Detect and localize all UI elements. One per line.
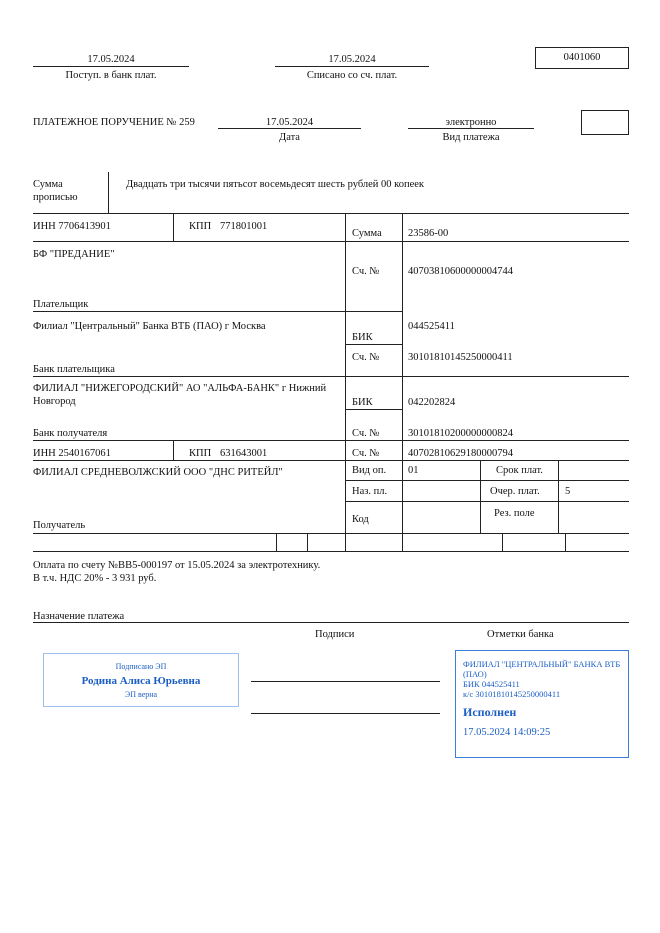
tax-divider-1: [276, 533, 277, 551]
ocher-label: Очер. плат.: [490, 486, 540, 497]
sum-label: Сумма: [352, 228, 382, 239]
payer-bik-label: БИК: [352, 332, 373, 343]
bank-stamp-bik: БИК 044525411: [463, 679, 520, 689]
ocher-value: 5: [565, 486, 571, 497]
vid-op-label: Вид оп.: [352, 465, 387, 476]
debited-date-line: [275, 66, 429, 67]
grid-line-payee-bank: [33, 440, 629, 441]
grid-line-h1: [33, 213, 629, 214]
payee-inn: ИНН 2540167061: [33, 448, 111, 459]
bank-stamp-ks: к/с 30101810145250000411: [463, 689, 561, 699]
amount-words-value: Двадцать три тысячи пятьсот восемьдесят шесть рублей 00 копеек: [126, 179, 425, 190]
debited-label: Списано со сч. плат.: [306, 70, 398, 81]
grid-line-sch-left: [345, 311, 402, 312]
grid-line-inn2: [173, 460, 629, 461]
payer-kpp-label: КПП: [189, 221, 212, 232]
payee-bik: 042202824: [408, 397, 456, 408]
vid-op-value: 01: [408, 465, 419, 476]
debited-date: 17.05.2024: [328, 54, 376, 65]
amount-words-label: Сумма прописью: [33, 179, 78, 203]
grid-line-tax: [33, 551, 629, 552]
form-code-box: [535, 47, 629, 69]
bank-stamp-bank: ФИЛИАЛ "ЦЕНТРАЛЬНЫЙ" БАНКА ВТБ (ПАО): [463, 659, 621, 679]
received-date: 17.05.2024: [87, 54, 135, 65]
grid-line-v-values: [402, 213, 403, 551]
order-title: ПЛАТЕЖНОЕ ПОРУЧЕНИЕ № 259: [33, 117, 195, 128]
purpose-label: Назначение платежа: [33, 611, 125, 622]
sum-value: 23586-00: [408, 228, 449, 239]
srok-label: Срок плат.: [496, 465, 543, 476]
payee-kpp: 631643001: [220, 448, 268, 459]
grid-line-bik2: [345, 409, 402, 410]
payment-type-line: [408, 128, 534, 129]
grid-line-nazpl: [345, 501, 629, 502]
payer-bank-label: Банк плательщика: [33, 364, 115, 375]
ep-stamp-status: ЭП верна: [124, 690, 158, 699]
grid-line-inn2-left: [33, 460, 173, 461]
payer-bank-account-label: Сч. №: [352, 352, 380, 363]
payee-account: 40702810629180000794: [408, 448, 513, 459]
payment-type: электронно: [445, 117, 497, 128]
amount-words-divider: [108, 172, 109, 213]
payee-bank-name: ФИЛИАЛ "НИЖЕГОРОДСКИЙ" АО "АЛЬФА-БАНК" г Нижний Новгород: [33, 383, 327, 407]
payee-kpp-label: КПП: [189, 448, 212, 459]
order-date-label: Дата: [279, 132, 300, 143]
payment-type-label: Вид платежа: [442, 132, 500, 143]
payer-label: Плательщик: [33, 299, 89, 310]
payer-account: 40703810600000004744: [408, 266, 513, 277]
payer-bik: 044525411: [408, 321, 455, 332]
grid-line-vidop: [345, 480, 629, 481]
grid-line-payer: [33, 311, 345, 312]
payer-name: БФ "ПРЕДАНИЕ": [33, 249, 115, 260]
grid-line-v-srok: [480, 460, 481, 533]
signature-line-2: [251, 713, 440, 714]
tax-divider-4: [502, 533, 503, 551]
grid-line-payer-bank: [33, 376, 629, 377]
payee-account-label: Сч. №: [352, 448, 380, 459]
naz-pl-label: Наз. пл.: [352, 486, 388, 497]
bank-stamp: [455, 650, 629, 758]
grid-line-sum: [345, 241, 629, 242]
tax-divider-5: [565, 533, 566, 551]
form-code: 0401060: [563, 52, 601, 63]
ep-stamp-top: Подписано ЭП: [115, 662, 167, 671]
payee-name: ФИЛИАЛ СРЕДНЕВОЛЖСКИЙ ООО "ДНС РИТЕЙЛ": [33, 467, 283, 478]
tax-divider-2: [307, 533, 308, 551]
received-date-line: [33, 66, 189, 67]
payee-bank-label: Банк получателя: [33, 428, 108, 439]
grid-line-payee: [33, 533, 629, 534]
purpose-line-1: Оплата по счету №ВВ5-000197 от 15.05.2024 за электротехнику.: [33, 560, 321, 571]
signature-line-1: [251, 681, 440, 682]
grid-line-v-kpp1: [173, 213, 174, 241]
tax-divider-3: [345, 533, 346, 551]
ep-stamp-name: Родина Алиса Юрьевна: [81, 675, 201, 687]
order-date: 17.05.2024: [265, 117, 314, 128]
payee-bank-account-label: Сч. №: [352, 428, 380, 439]
payer-kpp: 771801001: [220, 221, 268, 232]
grid-line-v-kpp2: [173, 440, 174, 460]
purpose-line: [33, 622, 629, 623]
payee-bik-label: БИК: [352, 397, 373, 408]
payer-bank-name: Филиал "Центральный" Банка ВТБ (ПАО) г Москва: [33, 321, 266, 332]
bank-stamp-status: Исполнен: [463, 705, 517, 719]
signatures-label: Подписи: [315, 629, 355, 640]
order-date-line: [218, 128, 361, 129]
ep-stamp: [43, 653, 239, 707]
bank-marks-label: Отметки банка: [487, 629, 554, 640]
kod-label: Код: [352, 514, 369, 525]
purpose-line-2: В т.ч. НДС 20% - 3 931 руб.: [33, 573, 157, 584]
payee-bank-account: 30101810200000000824: [408, 428, 513, 439]
payer-account-label: Сч. №: [352, 266, 380, 277]
grid-line-inn-left: [33, 241, 345, 242]
grid-line-bik1: [345, 344, 402, 345]
payee-label: Получатель: [33, 520, 86, 531]
empty-code-box: [581, 110, 629, 135]
payer-inn: ИНН 7706413901: [33, 221, 111, 232]
grid-line-v-main: [345, 213, 346, 551]
bank-stamp-datetime: 17.05.2024 14:09:25: [463, 727, 551, 738]
rez-label: Рез. поле: [494, 508, 535, 519]
received-label: Поступ. в банк плат.: [65, 70, 157, 81]
grid-line-v-srok-val: [558, 460, 559, 533]
payer-bank-account: 30101810145250000411: [408, 352, 513, 363]
